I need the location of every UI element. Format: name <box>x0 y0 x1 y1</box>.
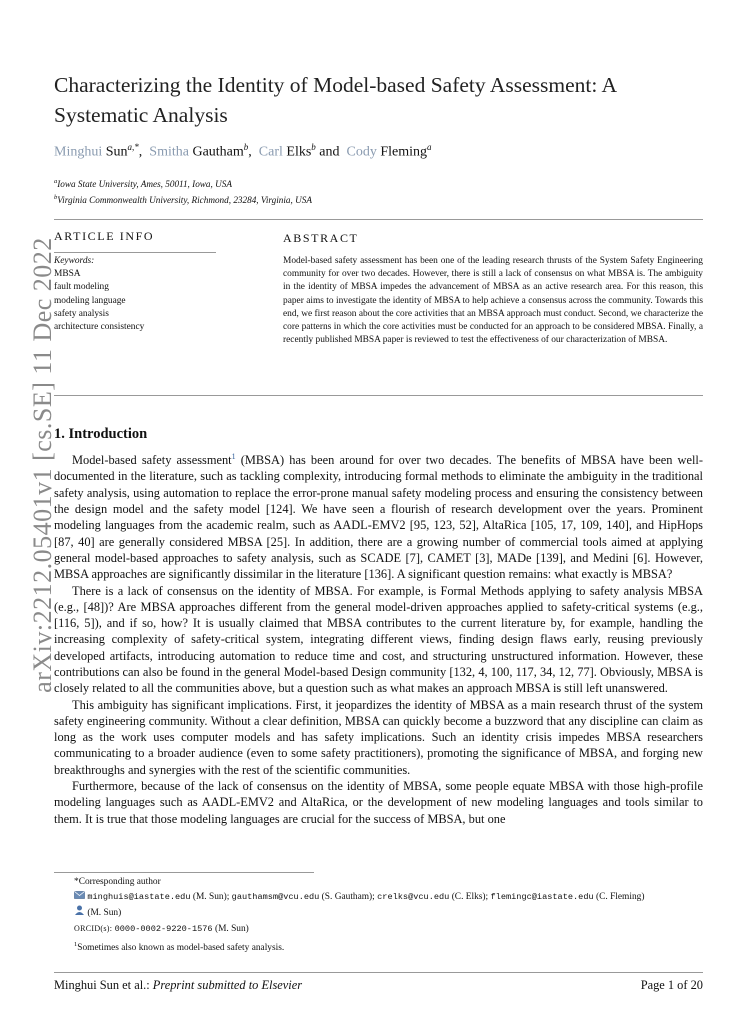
author-sup: b <box>311 142 316 152</box>
author-last-name: Gautham <box>192 144 244 160</box>
footer-note: Preprint submitted to Elsevier <box>152 978 303 992</box>
keyword: fault modeling <box>54 282 109 293</box>
email-link[interactable]: minghuis@iastate.edu <box>87 892 191 902</box>
user-icon <box>74 908 85 918</box>
affiliation <box>54 194 312 205</box>
author-last-name: Fleming <box>380 144 428 160</box>
divider <box>54 219 703 220</box>
orcid-line: ORCID(s): 0000-0002-9220-1576 (M. Sun) <box>74 924 249 934</box>
affiliation-sup: a <box>54 178 58 185</box>
keywords-block <box>54 255 144 334</box>
body-text <box>54 449 703 827</box>
email-link[interactable]: crelks@vcu.edu <box>377 892 450 902</box>
divider <box>54 395 703 396</box>
envelope-icon <box>74 892 85 902</box>
footnotes <box>54 875 703 956</box>
author-first-name: Cody <box>346 144 377 160</box>
keywords-label: Keywords: <box>54 256 95 266</box>
user-line: (M. Sun) <box>54 905 703 921</box>
affiliation-text: Iowa State University, Ames, 50011, Iowa, USA <box>57 179 232 190</box>
footnote-1: $^1$Sometimes also known as model-based safety analysis. <box>74 941 285 954</box>
author-last-name: Sun <box>105 144 128 160</box>
author-sup: a <box>427 142 432 152</box>
author-sup: a,* <box>127 142 139 152</box>
arxiv-stamp: arXiv:2212.05401v1 [cs.SE] 11 Dec 2022 <box>28 237 57 693</box>
footnote-link[interactable]: 1 <box>231 452 236 461</box>
abstract-text: Model-based safety assessment has been one of the leading research thrusts of the System Safety Engineering community for over two decades. However, there is still a lack of consensus on what MBSA is. The ambiguity in the identity of MBSA impedes the advancement of MBSA as an active research area. For this reason, this paper aims to investigate the identity of MBSA to help achieve a consensus across the community. Towards this end, we first reason about the core activities that an MBSA approach must conduct. Second, we characterize the core patterns in which the core activities must be conducted for an approach to be considered MBSA. Finally, a recently published MBSA paper is reviewed to test the effectiveness of our characterization of MBSA. <box>283 256 703 346</box>
divider <box>54 252 216 253</box>
author-first-name: Minghui <box>54 144 103 160</box>
paragraph: This ambiguity has significant implications. First, it jeopardizes the identity of MBSA as a main research thrust of the system safety engineering community. Without a clear definition, MBSA can quickly become a buzzword that any discipline can claim as long as the work uses computer models and has safety implications. Such an identity crisis impedes MBSA researchers communicating to a broader audience (even to some safety practitioners), promoting the significance of MBSA, and forging new breakthroughs and synergies with the rest of the scientific communities. <box>54 697 703 777</box>
article-info-heading: ARTICLE INFO <box>54 229 155 243</box>
footer-authors: Minghui Sun et al.: <box>54 978 150 992</box>
paragraph: Model-based safety assessment$^1$ (MBSA) has been around for over two decades. The benefits of MBSA have been well-documented in the literature, such as tackling complexity, introducing formal methods to eliminate the ambiguity in the traditional safety analysis, using automation to replace the error-prone manual safety modeling process and ensuring the consistency between the design model and the safety model [124]. We have seen a flourish of research development over the years. Prominent modeling languages from the academic realm, such as AADL-EMV2 [95, 123, 52], AltaRica [105, 17, 109, 140], and HipHops [87, 40] are generally considered MBSA [25]. In addition, there are a growing number of commercial tools aimed at applying general model-based approaches to safety analysis, such as SCADE [7], CAMET [3], MADe [139], and Medini [6]. However, MBSA approaches are significantly dissimilar in the literature [136]. A significant question remains: what exactly is MBSA? <box>54 452 704 582</box>
abstract-heading: ABSTRACT <box>283 231 359 245</box>
paragraph: Furthermore, because of the lack of consensus on the identity of MBSA, some people equate MBSA with those high-profile modeling languages such as AADL-EMV2 and AltaRica, or the development of new modeling languages and tools similar to them. It is true that those modeling languages are crucial for the success of MBSA, but one <box>54 779 703 826</box>
page-number: Page 1 of 20 <box>640 978 703 992</box>
paper-title: Characterizing the Identity of Model-based Safety Assessment: A Systematic Analysis <box>54 73 616 127</box>
footnote-divider <box>54 872 314 873</box>
footer-divider <box>54 972 703 973</box>
author-sup: b <box>243 142 249 152</box>
author-last-name: Elks <box>286 144 312 160</box>
paragraph: There is a lack of consensus on the identity of MBSA. For example, is Formal Methods applying to safety analysis MBSA (e.g., [48])? Are MBSA approaches different from the general model-driven approaches applied to safety-critical systems (e.g., [116, 5]), and if so, how? It is usually claimed that MBSA contributes to the current literature by, for example, handling the increasing complexity of safety-critical system, integrating different views, finding design flaws early, reusing previously developed artifacts, introducing automation to reduce time and cost, and structuring unstructured information. However, these contributions can also be found in the general Model-based Design community [132, 4, 100, 117, 34, 12, 77]. Obviously, MBSA is closely related to all the communities above, but a question such as what makes an approach MBSA is still left unanswered. <box>54 583 703 696</box>
page-footer <box>54 978 703 993</box>
keyword: modeling language <box>54 295 126 306</box>
author-list: Minghui Sun$^{a,*}$, Smitha Gautham$^b$, Carl Elks$^b$ and Cody Fleming$^a$ <box>54 142 432 160</box>
affiliation-sup: b <box>54 194 58 201</box>
email-line: minghuis@iastate.edu (M. Sun); gauthamsm@vcu.edu (S. Gautham); crelks@vcu.edu (C. Elks); flemingc@iastate.edu (C. Fleming) <box>54 890 703 905</box>
orcid-value[interactable]: 0000-0002-9220-1576 <box>114 924 213 934</box>
corresponding-note: *Corresponding author <box>74 877 161 887</box>
affiliation-text: Virginia Commonwealth University, Richmond, 23284, Virginia, USA <box>57 195 312 206</box>
keyword: safety analysis <box>54 308 109 319</box>
author-first-name: Carl <box>258 144 283 160</box>
email-link[interactable]: gauthamsm@vcu.edu <box>231 892 320 902</box>
section-title: 1. Introduction <box>54 426 148 442</box>
keyword: MBSA <box>54 269 81 280</box>
keyword: architecture consistency <box>54 322 145 333</box>
author-first-name: Smitha <box>149 144 189 160</box>
affiliation <box>54 178 232 189</box>
email-link[interactable]: flemingc@iastate.edu <box>490 892 594 902</box>
